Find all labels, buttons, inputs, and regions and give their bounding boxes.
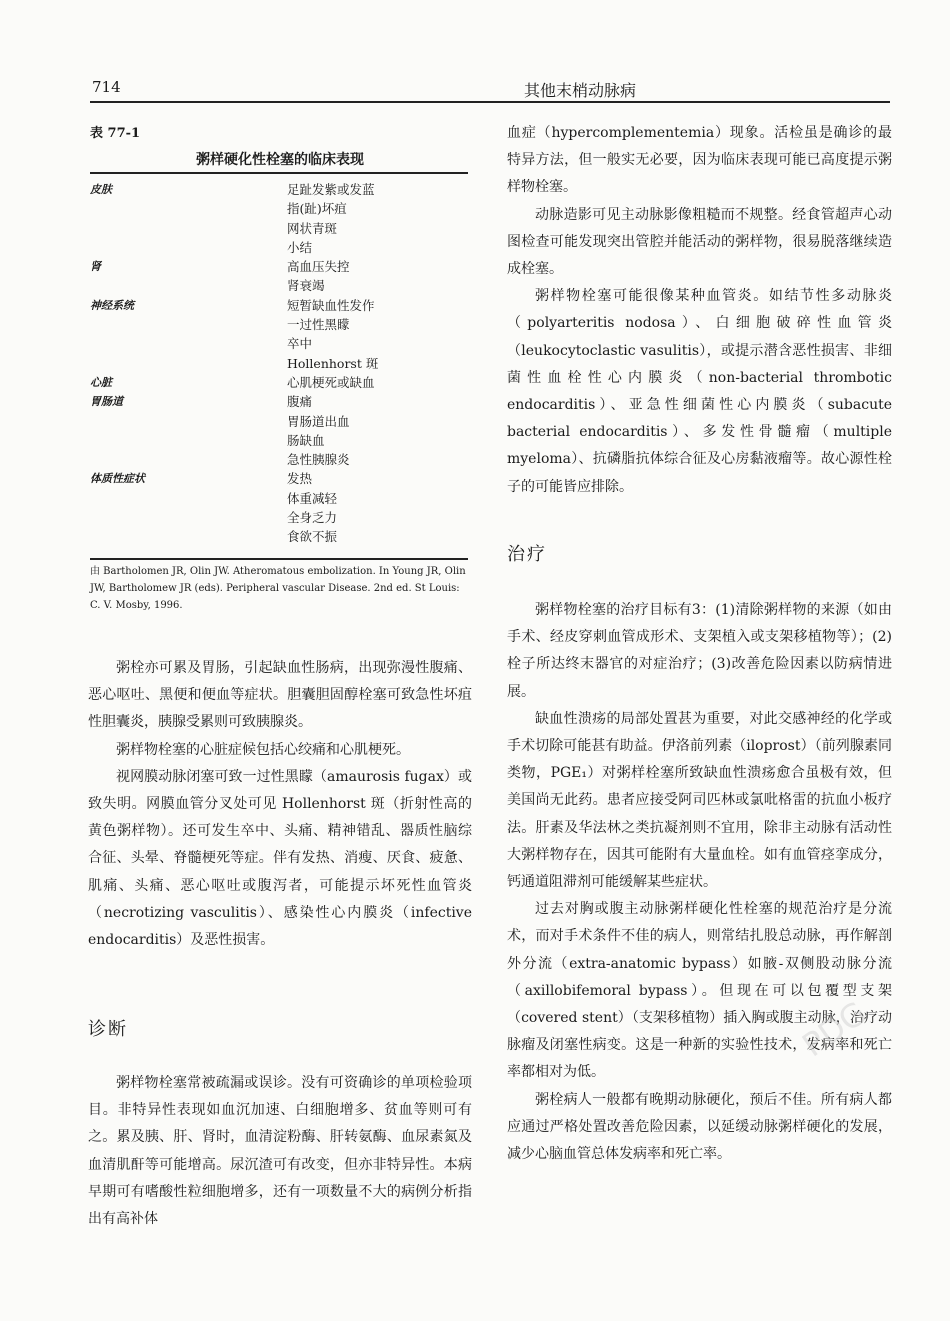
table-item: 胃肠道出血	[287, 413, 350, 429]
table-item: 一过性黑矇	[287, 317, 350, 333]
page-number: 714	[92, 78, 121, 96]
table-title: 粥样硬化性栓塞的临床表现	[196, 152, 364, 168]
table-bottom-rule	[90, 558, 468, 560]
diagnosis-heading: 诊断	[88, 1019, 128, 1040]
table-source-note: 由 Bartholomen JR, Olin JW. Atheromatous embolization. In Young JR, Olin JW, Bartholomew JR (eds). Peripheral vascular Disease. 2nd ed. St Louis: C. V. Mosby, 1996.	[90, 566, 466, 611]
paragraph: 粥栓病人一般都有晚期动脉硬化，预后不佳。所有病人都应通过严格处置改善危险因素，以延缓动脉粥样硬化的发展，减少心脑血管总体发病率和死亡率。	[507, 1091, 892, 1163]
table-row	[90, 296, 468, 373]
table-row	[90, 257, 468, 296]
table-top-rule	[90, 172, 468, 174]
treatment-heading: 治疗	[507, 544, 547, 565]
table-label: 表 77-1	[90, 126, 141, 141]
table-item: 网状青斑	[287, 220, 338, 236]
table-item: 肠缺血	[287, 432, 325, 448]
paragraph: 粥样物栓塞常被疏漏或误诊。没有可资确诊的单项检验项目。非特异性表现如血沉加速、白细胞增多、贫血等则可有之。累及胰、肝、肾时，血清淀粉酶、肝转氨酶、血尿素氮及血清肌酐等可能增高。尿沉渣可有改变，但亦非特异性。本病早期可有嗜酸性粒细胞增多，还有一项数量不大的病例分析指出有高补体	[88, 1075, 472, 1228]
paragraph: 粥样物栓塞可能很像某种血管炎。如结节性多动脉炎（polyarteritis nodosa）、白细胞破碎性血管炎（leukocytoclastic vasulitis），或提示潜含恶性损害、非细菌性血栓性心内膜炎（non-bacterial thrombotic endocarditis）、亚急性细菌性心内膜炎（subacute bacterial endocarditis）、多发性骨髓瘤（multiple myeloma）、抗磷脂抗体综合征及心房黏液瘤等。故心源性栓子的可能皆应排除。	[507, 288, 892, 495]
paragraph: 血症（hypercomplementemia）现象。活检虽是确诊的最特异方法，但一般实无必要，因为临床表现可能已高度提示粥样物栓塞。	[507, 125, 892, 196]
table-item: 足趾发紫或发蓝	[287, 182, 375, 197]
table-category: 胃肠道	[90, 395, 123, 409]
table-row	[90, 392, 468, 469]
header-rule	[90, 101, 890, 103]
paragraph: 视网膜动脉闭塞可致一过性黑矇（amaurosis fugax）或致失明。网膜血管分叉处可见 Hollenhorst 斑（折射性高的黄色粥样物）。还可发生卒中、头痛、精神错乱、器质性脑综合征、头晕、脊髓梗死等症。伴有发热、消瘦、厌食、疲惫、肌痛、头痛、恶心呕吐或腹泻者，可能提示坏死性血管炎（necrotizing vasculitis）、感染性心内膜炎（infective endocarditis）及恶性损害。	[88, 768, 472, 949]
paragraph: 粥栓亦可累及胃肠，引起缺血性肠病，出现弥漫性腹痛、恶心呕吐、黑便和便血等症状。胆囊胆固醇栓塞可致急性坏疽性胆囊炎，胰腺受累则可致胰腺炎。	[88, 660, 472, 731]
table-row	[90, 373, 468, 392]
paragraph: 粥样物栓塞的治疗目标有3：(1)清除粥样物的来源（如由手术、经皮穿刺血管成形术、支架植入或支架移植物等）；(2)栓子所达终末器官的对症治疗；(3)改善危险因素以防病情进展。	[507, 602, 892, 700]
right-column-text	[507, 120, 892, 501]
table-category: 神经系统	[90, 298, 134, 312]
table-item: 卒中	[287, 336, 313, 352]
table-category: 肾	[90, 260, 101, 274]
table-item: 全身乏力	[287, 510, 338, 526]
table-row	[90, 469, 468, 546]
paragraph: 过去对胸或腹主动脉粥样硬化性栓塞的规范治疗是分流术，而对手术条件不佳的病人，则常结扎股总动脉，再作解剖外分流（extra-anatomic bypass）如腋-双侧股动脉分流（axillobifemoral bypass）。但现在可以包覆型支架（covered stent）（支架移植物）插入胸或腹主动脉，治疗动脉瘤及闭塞性病变。这是一种新的实验性技术，发病率和死亡率都相对为低。	[507, 901, 892, 1081]
table-item: 腹痛	[287, 394, 313, 410]
table-item: 短暂缺血性发作	[287, 297, 375, 313]
table-item: 肾衰竭	[287, 278, 325, 294]
left-column-text	[88, 655, 472, 954]
table-item: 指(趾)坏疽	[287, 201, 347, 217]
table-item: Hollenhorst 斑	[287, 355, 379, 371]
table-item: 食欲不振	[287, 529, 338, 545]
table-category: 心脏	[90, 375, 112, 389]
running-title: 其他末梢动脉病	[523, 81, 636, 100]
table-row	[90, 180, 468, 257]
table-item: 心肌梗死或缺血	[287, 374, 375, 390]
treatment-text	[507, 597, 892, 1168]
table-item: 小结	[287, 239, 313, 255]
diagnosis-text	[88, 1070, 472, 1233]
table-item: 高血压失控	[287, 259, 350, 275]
table-category: 皮肤	[90, 183, 112, 196]
table-item: 发热	[287, 471, 313, 487]
paragraph: 粥样物栓塞的心脏症候包括心绞痛和心肌梗死。	[116, 741, 410, 758]
table-item: 体重减轻	[287, 490, 338, 506]
watermark: PDG	[795, 993, 874, 1065]
paragraph: 缺血性溃疡的局部处置甚为重要，对此交感神经的化学或手术切除可能甚有助益。伊洛前列素（iloprost）（前列腺素同类物，PGE₁）对粥样栓塞所致缺血性溃疡愈合虽极有效，但美国尚无此药。患者应接受阿司匹林或氯吡格雷的抗血小板疗法。肝素及华法林之类抗凝剂则不宜用，除非主动脉有活动性大粥样物存在，因其可能附有大量血栓。如有血管痉挛成分，钙通道阻滞剂可能缓解某些症状。	[507, 710, 892, 891]
paragraph: 动脉造影可见主动脉影像粗糙而不规整。经食管超声心动图检查可能发现突出管腔并能活动的粥样物，很易脱落继续造成栓塞。	[507, 206, 892, 278]
table-category: 体质性症状	[90, 472, 145, 486]
clinical-table	[90, 180, 468, 547]
table-item: 急性胰腺炎	[287, 452, 350, 468]
